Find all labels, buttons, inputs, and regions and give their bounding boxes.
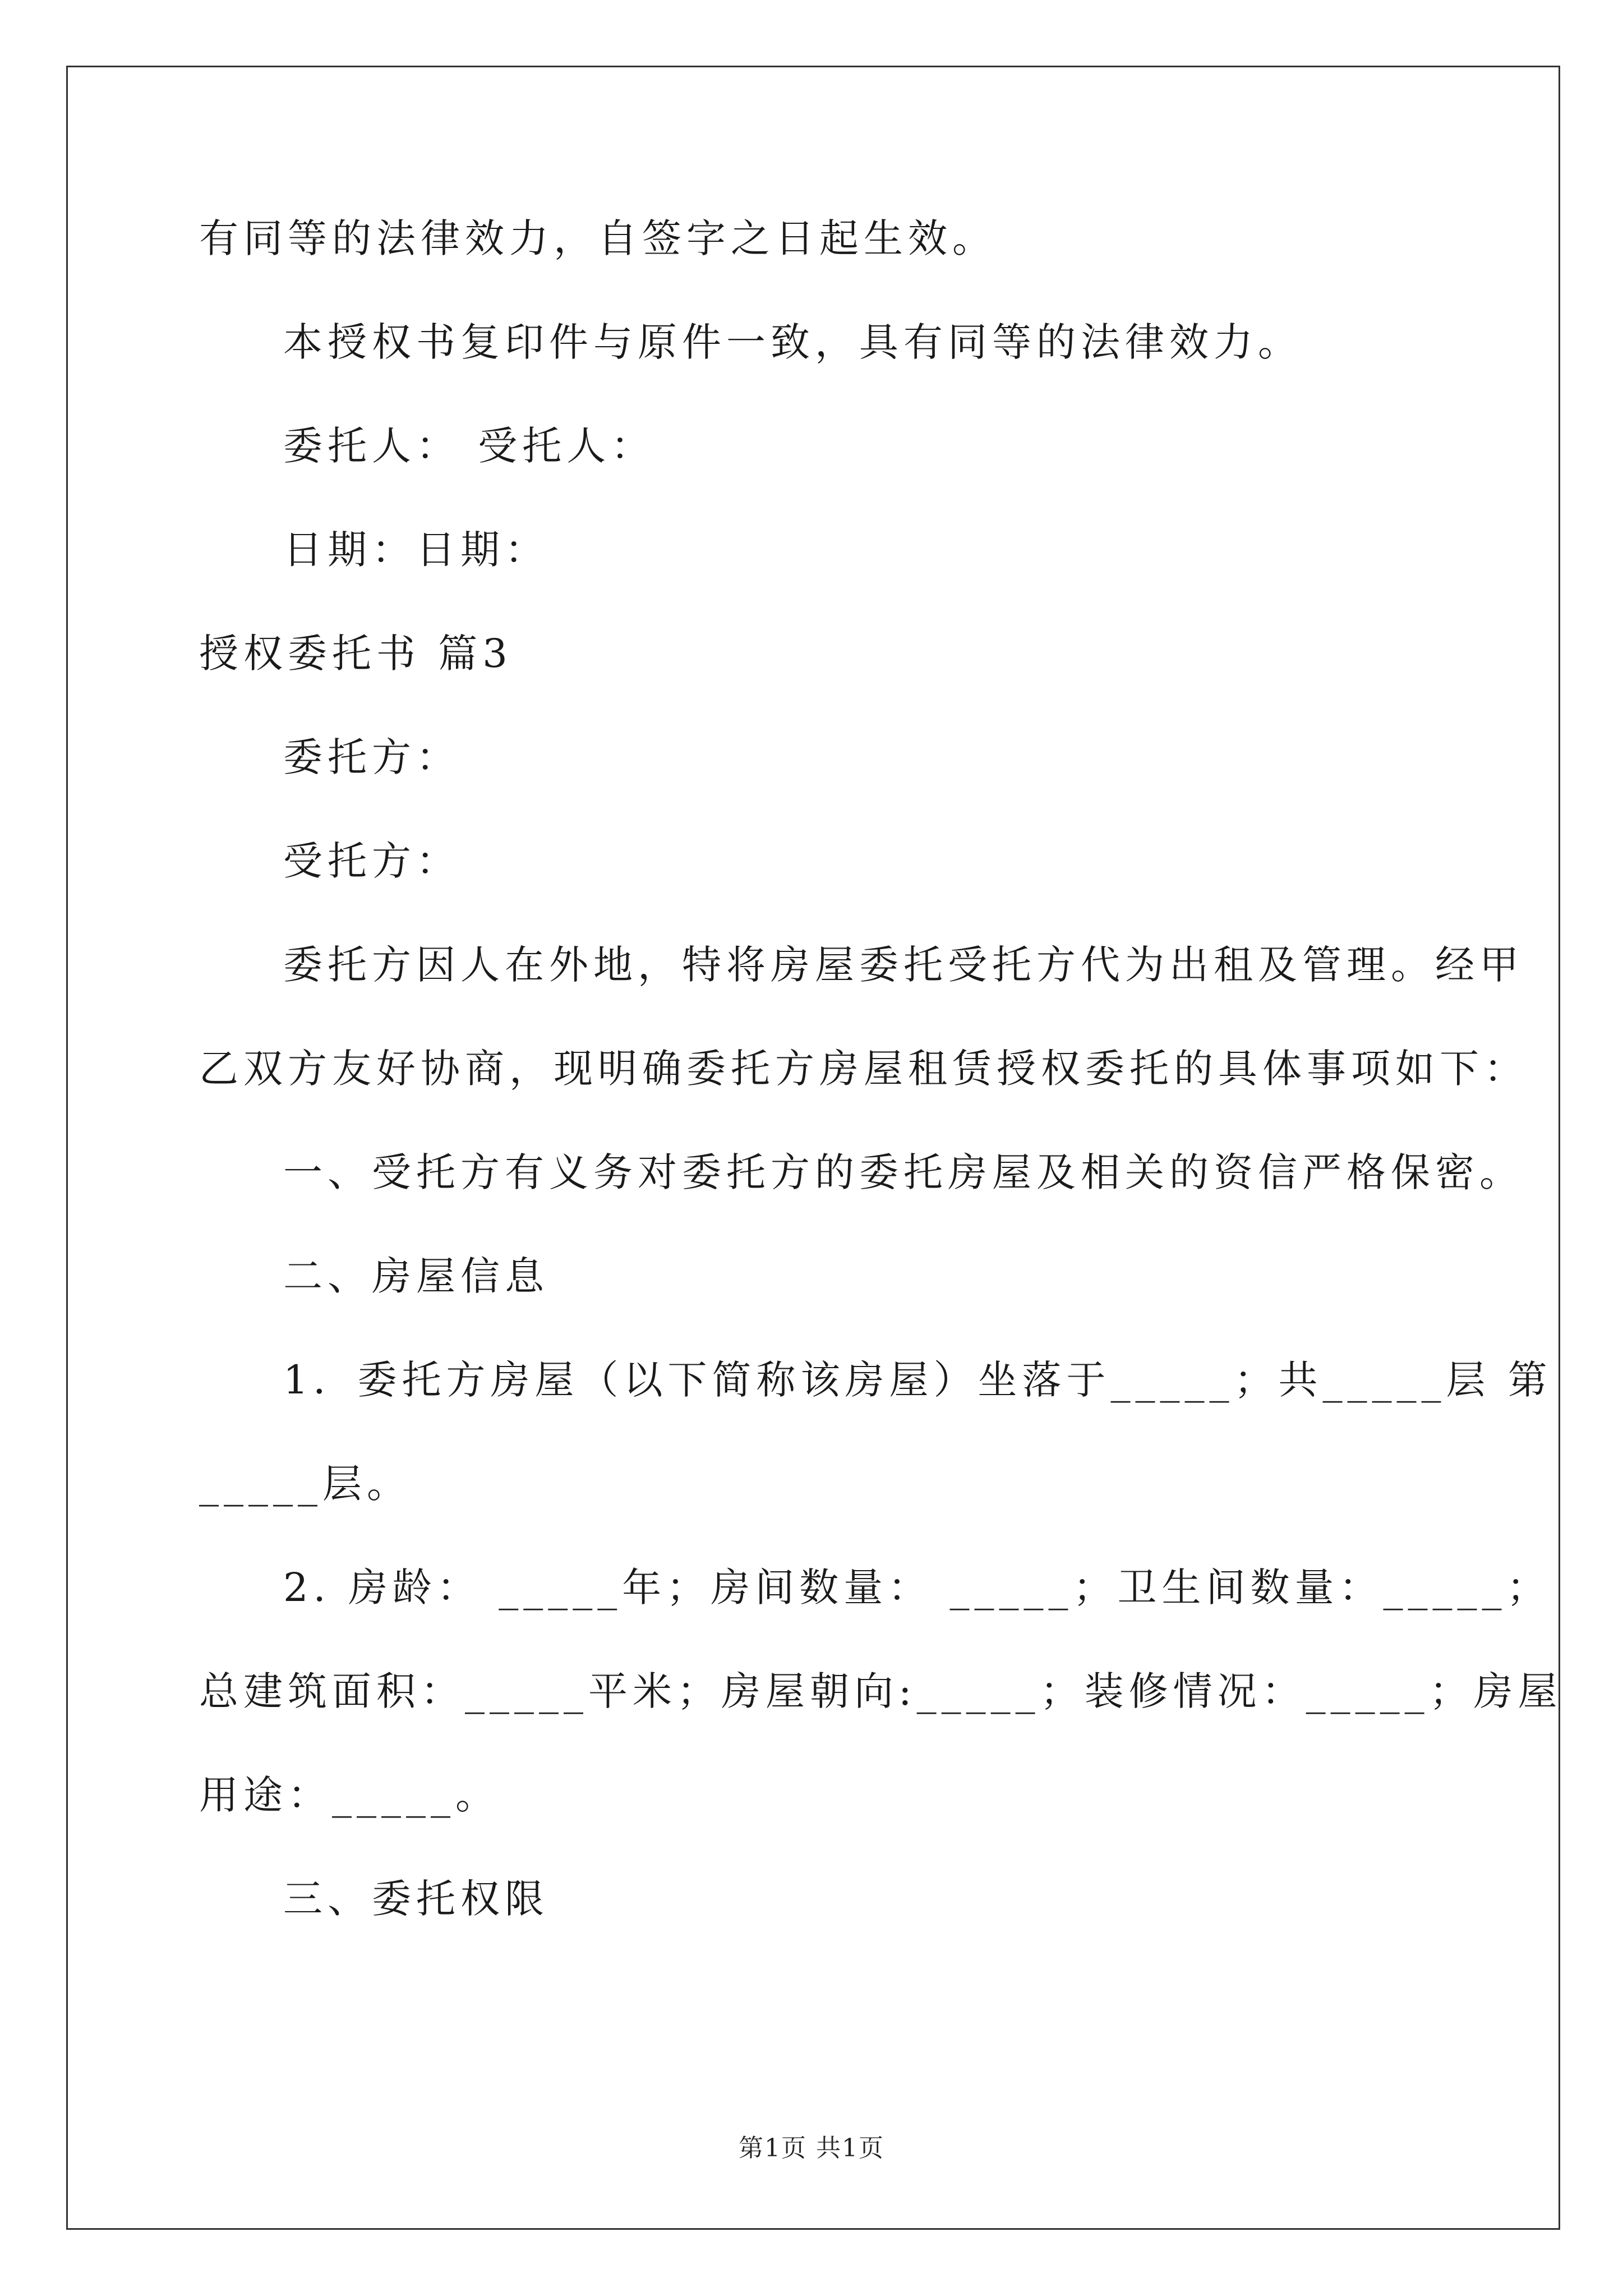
- section-heading: 二、房屋信息: [283, 1253, 549, 1299]
- paragraph-line: 总建筑面积：_____平米；房屋朝向:_____；装修情况：_____；房屋: [199, 1668, 1562, 1714]
- paragraph-line: 委托方：: [283, 734, 460, 780]
- section-heading: 授权委托书 篇3: [199, 631, 513, 677]
- section-heading: 三、委托权限: [283, 1876, 549, 1922]
- date-line: 日期：日期：: [283, 527, 549, 573]
- paragraph-line: 受托方：: [283, 838, 460, 884]
- paragraph-line: 用途：_____。: [199, 1772, 500, 1818]
- paragraph-line: 1．委托方房屋（以下简称该房屋）坐落于_____；共_____层 第: [283, 1357, 1552, 1403]
- paragraph-line: 委托方因人在外地，特将房屋委托受托方代为出租及管理。经甲: [283, 942, 1524, 988]
- page-number-footer: 第1页 共1页: [739, 2134, 884, 2162]
- paragraph-line: 一、受托方有义务对委托方的委托房屋及相关的资信严格保密。: [283, 1149, 1524, 1195]
- paragraph-line: 乙双方友好协商，现明确委托方房屋租赁授权委托的具体事项如下：: [199, 1046, 1528, 1092]
- signature-line: 委托人： 受托人：: [283, 423, 656, 469]
- paragraph-line: 本授权书复印件与原件一致，具有同等的法律效力。: [283, 319, 1302, 365]
- paragraph-line: _____层。: [199, 1461, 411, 1507]
- paragraph-line: 有同等的法律效力，自签字之日起生效。: [199, 215, 997, 261]
- paragraph-line: 2. 房龄： _____年；房间数量： _____；卫生间数量：_____；: [283, 1565, 1551, 1611]
